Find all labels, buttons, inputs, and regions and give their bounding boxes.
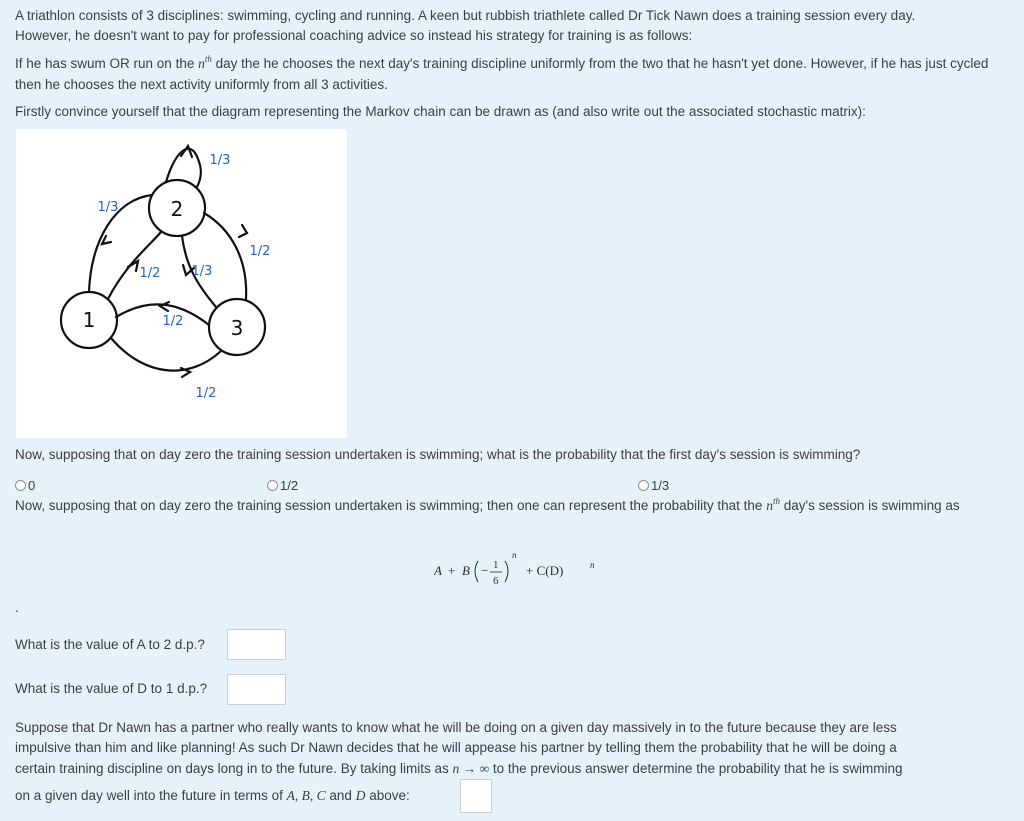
formula-denominator: 6 <box>493 575 499 587</box>
edge-1-to-3 <box>111 338 221 371</box>
formula-exponent: n <box>512 550 517 560</box>
strategy-th: th <box>204 54 212 64</box>
strategy-n: n <box>198 56 205 71</box>
markov-chain-svg <box>16 129 347 438</box>
edge-3-to-2 <box>204 213 246 299</box>
option-0-label: 0 <box>28 478 36 493</box>
label-1-to-2: 1/2 <box>139 266 161 281</box>
option-1-2[interactable] <box>267 478 298 493</box>
intro-line-2: However, he doesn't want to pay for professional coaching advice so instead his strategy for training is as follows: <box>15 28 693 43</box>
final-line-3 <box>15 759 1010 780</box>
node-1-label: 1 <box>82 308 96 332</box>
arrow-2-to-1 <box>102 236 111 244</box>
formula-left-paren <box>475 561 478 582</box>
final-line-1: Suppose that Dr Nawn has a partner who really wants to know what he will be doing on a given day massively in to the future because they are less <box>15 720 897 735</box>
arrow-3-to-2 <box>239 225 247 237</box>
label-3-to-1: 1/2 <box>162 314 184 329</box>
markov-chain-diagram <box>16 129 347 438</box>
formula-A: A <box>434 563 442 578</box>
formula-numerator: 1 <box>493 559 499 571</box>
final-d-math: D <box>355 788 366 803</box>
final-line-4a: on a given day well into the future in terms of <box>15 788 287 803</box>
formula-plus-1: + <box>448 563 456 578</box>
formula-right-paren <box>505 561 508 582</box>
label-2-to-3: 1/3 <box>191 264 213 279</box>
node-2-label: 2 <box>170 197 184 221</box>
formula-minus: − <box>481 563 489 578</box>
answer-a-input[interactable] <box>227 629 286 660</box>
question-2-text <box>15 496 1010 517</box>
convince-text: Firstly convince yourself that the diagram representing the Markov chain can be drawn as (and also write out the associated stochastic matrix): <box>15 104 866 119</box>
stray-dot: . <box>15 600 19 615</box>
question-1-text: Now, supposing that on day zero the training session undertaken is swimming; what is the probability that the first day's session is swimming? <box>15 447 861 462</box>
final-line-3a: certain training discipline on days long in to the future. By taking limits as <box>15 761 453 776</box>
label-3-to-2: 1/2 <box>249 244 271 259</box>
label-self-loop-2: 1/3 <box>209 153 231 168</box>
answer-d-input[interactable] <box>227 674 286 705</box>
label-1-to-3: 1/2 <box>195 386 217 401</box>
strategy-paragraph <box>15 54 1010 95</box>
question-2-th: th <box>772 496 780 506</box>
option-1-3[interactable] <box>638 478 669 493</box>
final-limit-math: n → ∞ <box>452 761 490 776</box>
label-2-to-1: 1/3 <box>97 200 119 215</box>
question-2-part1: Now, supposing that on day zero the training session undertaken is swimming; then one can represent the probability that the <box>15 498 767 513</box>
answer-limit-input[interactable] <box>460 779 492 813</box>
formula-plus-c-d: + C(D) <box>526 563 564 578</box>
final-line-3b: to the previous answer determine the probability that he is swimming <box>489 761 903 776</box>
final-line-4 <box>15 786 1010 807</box>
formula-B: B <box>462 563 470 578</box>
formula-exponent-2: n <box>590 560 595 570</box>
radio-circle[interactable] <box>638 480 649 491</box>
arrow-3-to-1 <box>160 302 169 311</box>
radio-circle[interactable] <box>15 480 26 491</box>
option-1-3-label: 1/3 <box>651 478 670 493</box>
formula-svg <box>434 546 604 590</box>
final-line-2: impulsive than him and like planning! As such Dr Nawn decides that he will appease his partner by telling them the probability that he will be doing a <box>15 740 897 755</box>
radio-circle[interactable] <box>267 480 278 491</box>
option-0[interactable] <box>15 478 35 493</box>
strategy-part1: If he has swum OR run on the <box>15 56 199 71</box>
option-1-2-label: 1/2 <box>280 478 299 493</box>
question-d-label: What is the value of D to 1 d.p.? <box>15 681 208 696</box>
question-a-label: What is the value of A to 2 d.p.? <box>15 637 205 652</box>
node-3-label: 3 <box>230 316 244 340</box>
final-line-4b: and <box>325 788 356 803</box>
probability-formula <box>434 546 604 590</box>
final-abc-math: A, B, C <box>286 788 326 803</box>
intro-line-1: A triathlon consists of 3 disciplines: swimming, cycling and running. A keen but rubbish triathlete called Dr Tick Nawn does a training session every day. <box>15 8 916 23</box>
final-line-4c: above: <box>365 788 410 803</box>
strategy-part2: day the he chooses the next day's training discipline uniformly from the two that he hasn't yet done. However, if he has just cycled then he chooses the next activity uniformly from all 3 activities. <box>15 56 989 92</box>
question-2-part2: day's session is swimming as <box>779 498 960 513</box>
question-2-n: n <box>766 498 773 513</box>
